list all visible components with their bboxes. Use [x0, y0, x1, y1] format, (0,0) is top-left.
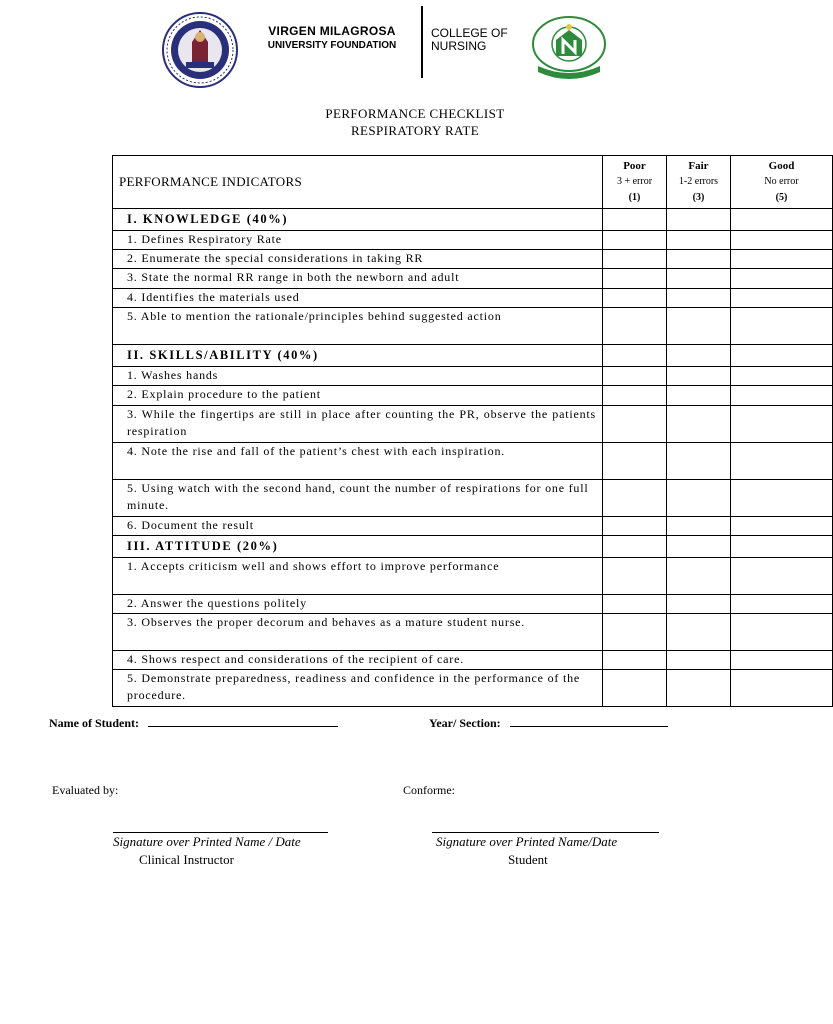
- instructor-role-label: Clinical Instructor: [139, 852, 234, 867]
- table-row: [113, 289, 833, 308]
- score-cell-poor[interactable]: [603, 406, 667, 443]
- section-row: [113, 536, 833, 558]
- score-cell-good[interactable]: [731, 536, 833, 558]
- indicator-text: 5. Demonstrate preparedness, readiness and confidence in the performance of the procedure.: [113, 670, 603, 707]
- performance-checklist-table: [112, 155, 833, 707]
- score-description: 1-2 errors: [678, 176, 719, 187]
- score-cell-good[interactable]: [731, 386, 833, 406]
- university-seal-icon: [162, 12, 238, 88]
- score-description: 3 + error: [616, 176, 653, 187]
- score-cell-poor[interactable]: [603, 231, 667, 250]
- score-cell-fair[interactable]: [667, 308, 731, 345]
- score-cell-poor[interactable]: [603, 558, 667, 595]
- score-cell-good[interactable]: [731, 517, 833, 536]
- score-cell-poor[interactable]: [603, 595, 667, 614]
- score-cell-good[interactable]: [731, 558, 833, 595]
- score-cell-good[interactable]: [731, 367, 833, 386]
- score-column-header: [603, 156, 667, 209]
- score-cell-fair[interactable]: [667, 480, 731, 517]
- score-cell-fair[interactable]: [667, 231, 731, 250]
- table-row: [113, 517, 833, 536]
- college-name-line2: NURSING: [431, 39, 487, 53]
- indicator-text: 2. Explain procedure to the patient: [113, 386, 603, 406]
- student-name-field: [49, 714, 338, 731]
- indicator-text: 3. While the fingertips are still in place after counting the PR, observe the patients respiration: [113, 406, 603, 443]
- score-cell-poor[interactable]: [603, 386, 667, 406]
- table-row: [113, 367, 833, 386]
- checklist-body: [113, 209, 833, 707]
- score-cell-good[interactable]: [731, 269, 833, 289]
- score-points: (5): [775, 192, 788, 203]
- indicator-text: 4. Note the rise and fall of the patient’s chest with each inspiration.: [113, 443, 603, 480]
- score-cell-good[interactable]: [731, 250, 833, 269]
- header-divider: [421, 6, 423, 78]
- university-name-line2: UNIVERSITY FOUNDATION: [267, 40, 397, 51]
- score-cell-poor[interactable]: [603, 480, 667, 517]
- indicator-text: 1. Defines Respiratory Rate: [113, 231, 603, 250]
- page-title: PERFORMANCE CHECKLIST: [325, 106, 505, 121]
- score-cell-fair[interactable]: [667, 517, 731, 536]
- score-name: Fair: [688, 160, 709, 172]
- score-description: No error: [764, 176, 799, 187]
- score-cell-fair[interactable]: [667, 614, 731, 651]
- student-signature-line[interactable]: [432, 832, 659, 833]
- score-cell-good[interactable]: [731, 614, 833, 651]
- score-cell-fair[interactable]: [667, 406, 731, 443]
- score-cell-poor[interactable]: [603, 367, 667, 386]
- table-row: [113, 670, 833, 707]
- score-cell-poor[interactable]: [603, 651, 667, 670]
- score-cell-good[interactable]: [731, 231, 833, 250]
- table-row: [113, 308, 833, 345]
- university-name-line1: VIRGEN MILAGROSA: [268, 24, 396, 38]
- instructor-signature-caption: Signature over Printed Name / Date: [113, 834, 301, 849]
- score-cell-poor[interactable]: [603, 269, 667, 289]
- score-name: Good: [768, 160, 795, 172]
- table-row: [113, 558, 833, 595]
- score-cell-poor[interactable]: [603, 289, 667, 308]
- table-row: [113, 406, 833, 443]
- college-name: [431, 27, 531, 53]
- section-heading: I. KNOWLEDGE (40%): [113, 209, 603, 231]
- evaluated-by-label: Evaluated by:: [52, 783, 119, 797]
- score-cell-poor[interactable]: [603, 209, 667, 231]
- table-row: [113, 443, 833, 480]
- student-signature-caption: Signature over Printed Name/Date: [436, 834, 618, 849]
- student-name-line[interactable]: [148, 714, 338, 727]
- score-cell-good[interactable]: [731, 480, 833, 517]
- score-cell-poor[interactable]: [603, 517, 667, 536]
- table-row: [113, 480, 833, 517]
- table-header-row: [113, 156, 833, 209]
- student-name-label: Name of Student:: [49, 716, 139, 730]
- section-row: [113, 345, 833, 367]
- table-row: [113, 614, 833, 651]
- table-row: [113, 250, 833, 269]
- indicator-text: 3. Observes the proper decorum and behaves as a mature student nurse.: [113, 614, 603, 651]
- year-section-label: Year/ Section:: [429, 716, 501, 730]
- score-name: Poor: [623, 160, 646, 172]
- table-row: [113, 231, 833, 250]
- score-cell-poor[interactable]: [603, 345, 667, 367]
- table-row: [113, 386, 833, 406]
- score-cell-fair[interactable]: [667, 367, 731, 386]
- score-cell-fair[interactable]: [667, 670, 731, 707]
- score-cell-fair[interactable]: [667, 250, 731, 269]
- score-points: (1): [628, 192, 641, 203]
- year-section-line[interactable]: [510, 714, 668, 727]
- score-cell-fair[interactable]: [667, 536, 731, 558]
- score-cell-poor[interactable]: [603, 614, 667, 651]
- section-heading: III. ATTITUDE (20%): [113, 536, 603, 558]
- score-cell-poor[interactable]: [603, 536, 667, 558]
- score-cell-poor[interactable]: [603, 443, 667, 480]
- section-row: [113, 209, 833, 231]
- indicator-column-header: PERFORMANCE INDICATORS: [113, 156, 603, 209]
- score-cell-fair[interactable]: [667, 595, 731, 614]
- table-row: [113, 651, 833, 670]
- indicator-text: 5. Using watch with the second hand, count the number of respirations for one full minute.: [113, 480, 603, 517]
- conforme-label: Conforme:: [403, 783, 455, 797]
- score-cell-good[interactable]: [731, 406, 833, 443]
- indicator-text: 4. Identifies the materials used: [113, 289, 603, 308]
- table-row: [113, 269, 833, 289]
- score-cell-good[interactable]: [731, 670, 833, 707]
- indicator-text: 2. Answer the questions politely: [113, 595, 603, 614]
- score-cell-fair[interactable]: [667, 386, 731, 406]
- score-cell-poor[interactable]: [603, 670, 667, 707]
- university-name: [252, 24, 412, 51]
- score-points: (3): [692, 192, 705, 203]
- score-cell-poor[interactable]: [603, 308, 667, 345]
- section-heading: II. SKILLS/ABILITY (40%): [113, 345, 603, 367]
- score-cell-fair[interactable]: [667, 209, 731, 231]
- score-cell-good[interactable]: [731, 345, 833, 367]
- college-name-line1: COLLEGE OF: [431, 26, 508, 40]
- indicator-text: 5. Able to mention the rationale/principles behind suggested action: [113, 308, 603, 345]
- score-cell-poor[interactable]: [603, 250, 667, 269]
- score-cell-fair[interactable]: [667, 345, 731, 367]
- score-column-header: [667, 156, 731, 209]
- year-section-field: [429, 714, 668, 731]
- page-subtitle: RESPIRATORY RATE: [350, 123, 480, 138]
- indicator-text: 2. Enumerate the special considerations in taking RR: [113, 250, 603, 269]
- indicator-text: 4. Shows respect and considerations of the recipient of care.: [113, 651, 603, 670]
- score-cell-good[interactable]: [731, 651, 833, 670]
- indicator-text: 1. Accepts criticism well and shows effort to improve performance: [113, 558, 603, 595]
- score-cell-fair[interactable]: [667, 558, 731, 595]
- score-column-header: [731, 156, 833, 209]
- college-of-nursing-seal-icon: [530, 16, 608, 80]
- score-cell-fair[interactable]: [667, 269, 731, 289]
- score-cell-good[interactable]: [731, 595, 833, 614]
- score-cell-good[interactable]: [731, 308, 833, 345]
- indicator-text: 3. State the normal RR range in both the newborn and adult: [113, 269, 603, 289]
- score-cell-fair[interactable]: [667, 443, 731, 480]
- indicator-text: 6. Document the result: [113, 517, 603, 536]
- score-cell-fair[interactable]: [667, 651, 731, 670]
- indicator-text: 1. Washes hands: [113, 367, 603, 386]
- student-role-label: Student: [508, 852, 548, 867]
- table-row: [113, 595, 833, 614]
- score-cell-good[interactable]: [731, 209, 833, 231]
- score-cell-good[interactable]: [731, 289, 833, 308]
- score-cell-fair[interactable]: [667, 289, 731, 308]
- score-cell-good[interactable]: [731, 443, 833, 480]
- instructor-signature-line[interactable]: [113, 832, 328, 833]
